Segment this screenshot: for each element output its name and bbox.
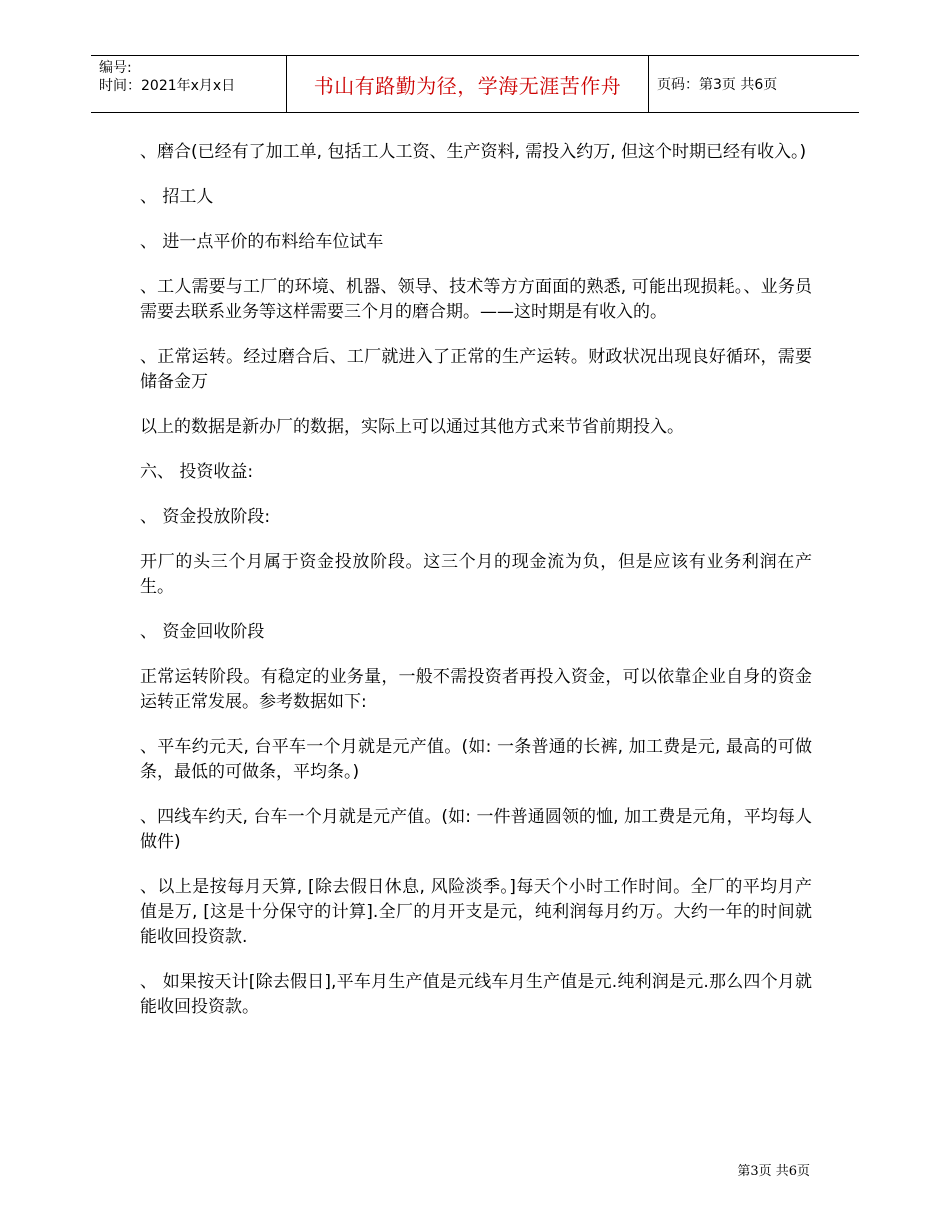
header-meta [91,56,286,112]
time-label: 时间：2021年x月x日 [99,78,236,94]
paragraph: 、正常运转。经过磨合后、工厂就进入了正常的生产运转。财政状况出现良好循环，需要储备金万 [140,347,812,392]
header-page-info: 页码：第3页 共6页 [657,77,778,93]
paragraph: 、平车约元天, 台平车一个月就是元产值。(如: 一条普通的长裤, 加工费是元, 最高的可做条，最低的可做条，平均条。) [140,737,812,782]
paragraph: 、 资金回收阶段 [140,622,265,642]
paragraph: 、以上是按每月天算, [除去假日休息, 风险淡季。]每天个小时工作时间。全厂的平均月产值是万, [这是十分保守的计算].全厂的月开支是元，纯利润每月约万。大约一年的时间就能收回投资款. [140,877,812,947]
paragraph: 、 招工人 [140,187,214,207]
paragraph: 、 进一点平价的布料给车位试车 [140,232,384,252]
number-label: 编号: [99,60,132,76]
paragraph: 、工人需要与工厂的环境、机器、领导、技术等方方面面的熟悉, 可能出现损耗。、业务员需要去联系业务等这样需要三个月的磨合期。——这时期是有收入的。 [140,277,812,322]
paragraph: 、四线车约天, 台车一个月就是元产值。(如: 一件普通圆领的恤, 加工费是元角，平均每人做件) [140,807,812,852]
paragraph: 、 如果按天计[除去假日],平车月生产值是元线车月生产值是元.纯利润是元.那么四个月就能收回投资款。 [140,972,812,1017]
paragraph: 正常运转阶段。有稳定的业务量，一般不需投资者再投入资金，可以依靠企业自身的资金运转正常发展。参考数据如下: [140,667,812,712]
paragraph: 、磨合(已经有了加工单, 包括工人工资、生产资料, 需投入约万, 但这个时期已经有收入。) [140,142,807,162]
paragraph: 开厂的头三个月属于资金投放阶段。这三个月的现金流为负，但是应该有业务利润在产生。 [140,552,812,597]
paragraph: 、 资金投放阶段: [140,507,271,527]
document-body [140,140,812,1040]
page-header [91,55,859,113]
paragraph: 以上的数据是新办厂的数据，实际上可以通过其他方式来节省前期投入。 [140,417,684,437]
page-footer: 第3页 共6页 [737,1164,810,1179]
header-motto: 书山有路勤为径，学海无涯苦作舟 [286,56,649,112]
section-heading: 六、 投资收益: [140,462,254,482]
